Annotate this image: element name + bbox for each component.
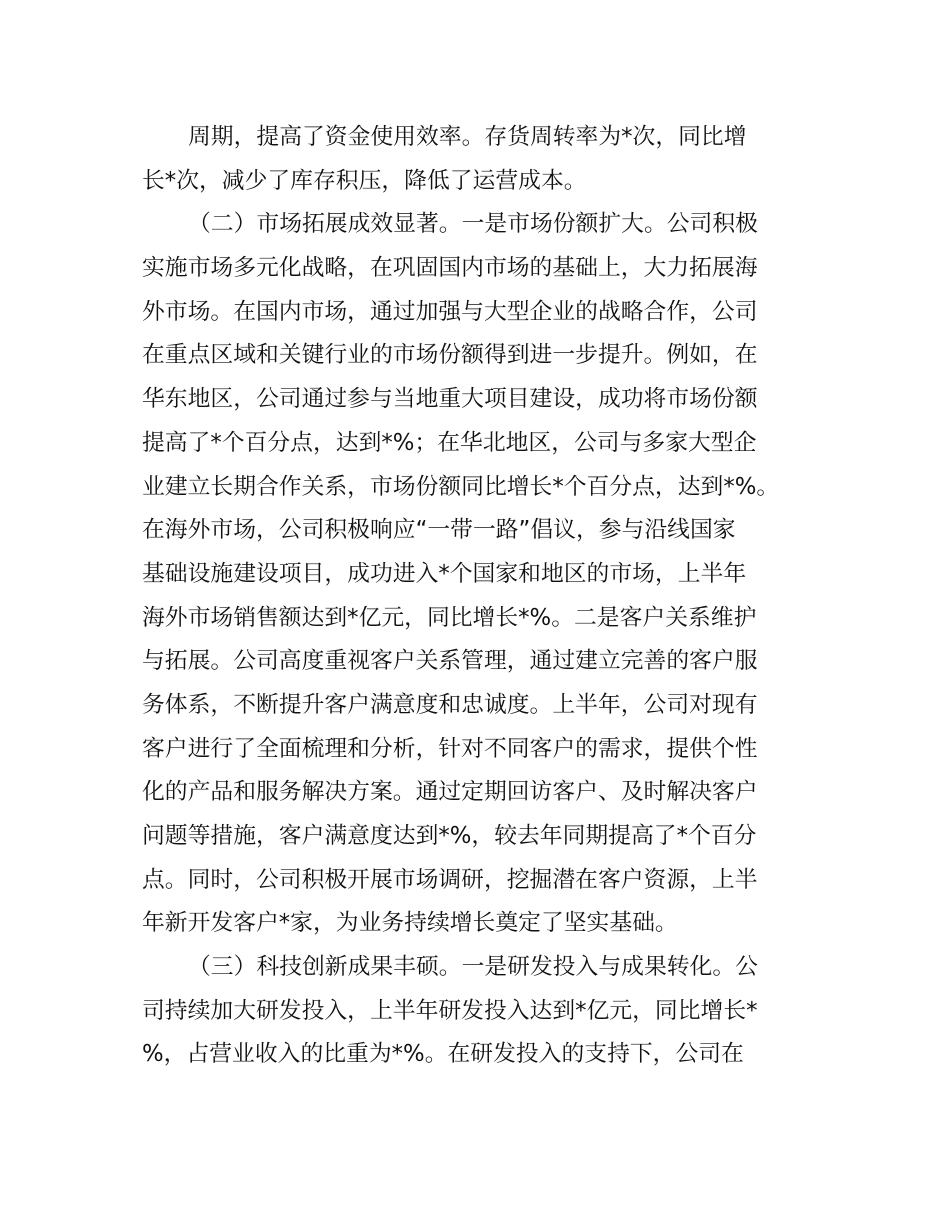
text-line: 周期，提高了资金使用效率。存货周转率为*次，同比增 xyxy=(188,124,747,150)
text-line: 客户进行了全面梳理和分析，针对不同客户的需求，提供个性 xyxy=(142,735,758,762)
text-line: 司持续加大研发投入，上半年研发投入达到*亿元，同比增长* xyxy=(142,997,758,1024)
paragraph-1 xyxy=(142,116,810,203)
text-line: 长*次，减少了库存积压，降低了运营成本。 xyxy=(142,167,587,194)
text-line: 业建立长期合作关系，市场份额同比增长*个百分点，达到*%。 xyxy=(142,473,780,500)
text-line: （二）市场拓展成效显著。一是市场份额扩大。公司积极 xyxy=(188,211,758,238)
document-body xyxy=(142,116,810,1077)
text-line: 在海外市场，公司积极响应“一带一路”倡议，参与沿线国家 xyxy=(142,517,736,544)
text-line: 问题等措施，客户满意度达到*%，较去年同期提高了*个百分 xyxy=(142,823,757,849)
text-line: 实施市场多元化战略，在巩固国内市场的基础上，大力拓展海 xyxy=(142,255,758,282)
text-line: 与拓展。公司高度重视客户关系管理，通过建立完善的客户服 xyxy=(142,648,758,675)
text-line: 海外市场销售额达到*亿元，同比增长*%。二是客户关系维护 xyxy=(142,604,757,631)
paragraph-2 xyxy=(142,203,810,946)
text-line: 点。同时，公司积极开展市场调研，挖掘潜在客户资源，上半 xyxy=(142,866,758,893)
text-line: 外市场。在国内市场，通过加强与大型企业的战略合作，公司 xyxy=(142,298,758,325)
text-line: 华东地区，公司通过参与当地重大项目建设，成功将市场份额 xyxy=(142,386,758,413)
text-line: 务体系，不断提升客户满意度和忠诚度。上半年，公司对现有 xyxy=(142,691,758,718)
text-line: 基础设施建设项目，成功进入*个国家和地区的市场，上半年 xyxy=(142,560,747,587)
text-line: 在重点区域和关键行业的市场份额得到进一步提升。例如，在 xyxy=(142,342,758,369)
text-line: 提高了*个百分点，达到*%；在华北地区，公司与多家大型企 xyxy=(142,429,757,456)
text-line: 年新开发客户*家，为业务持续增长奠定了坚实基础。 xyxy=(142,910,678,937)
text-line: 化的产品和服务解决方案。通过定期回访客户、及时解决客户 xyxy=(142,779,758,806)
text-line: （三）科技创新成果丰硕。一是研发投入与成果转化。公 xyxy=(188,954,758,981)
text-line: %，占营业收入的比重为*%。在研发投入的支持下，公司在 xyxy=(142,1041,744,1068)
paragraph-3 xyxy=(142,946,810,1077)
